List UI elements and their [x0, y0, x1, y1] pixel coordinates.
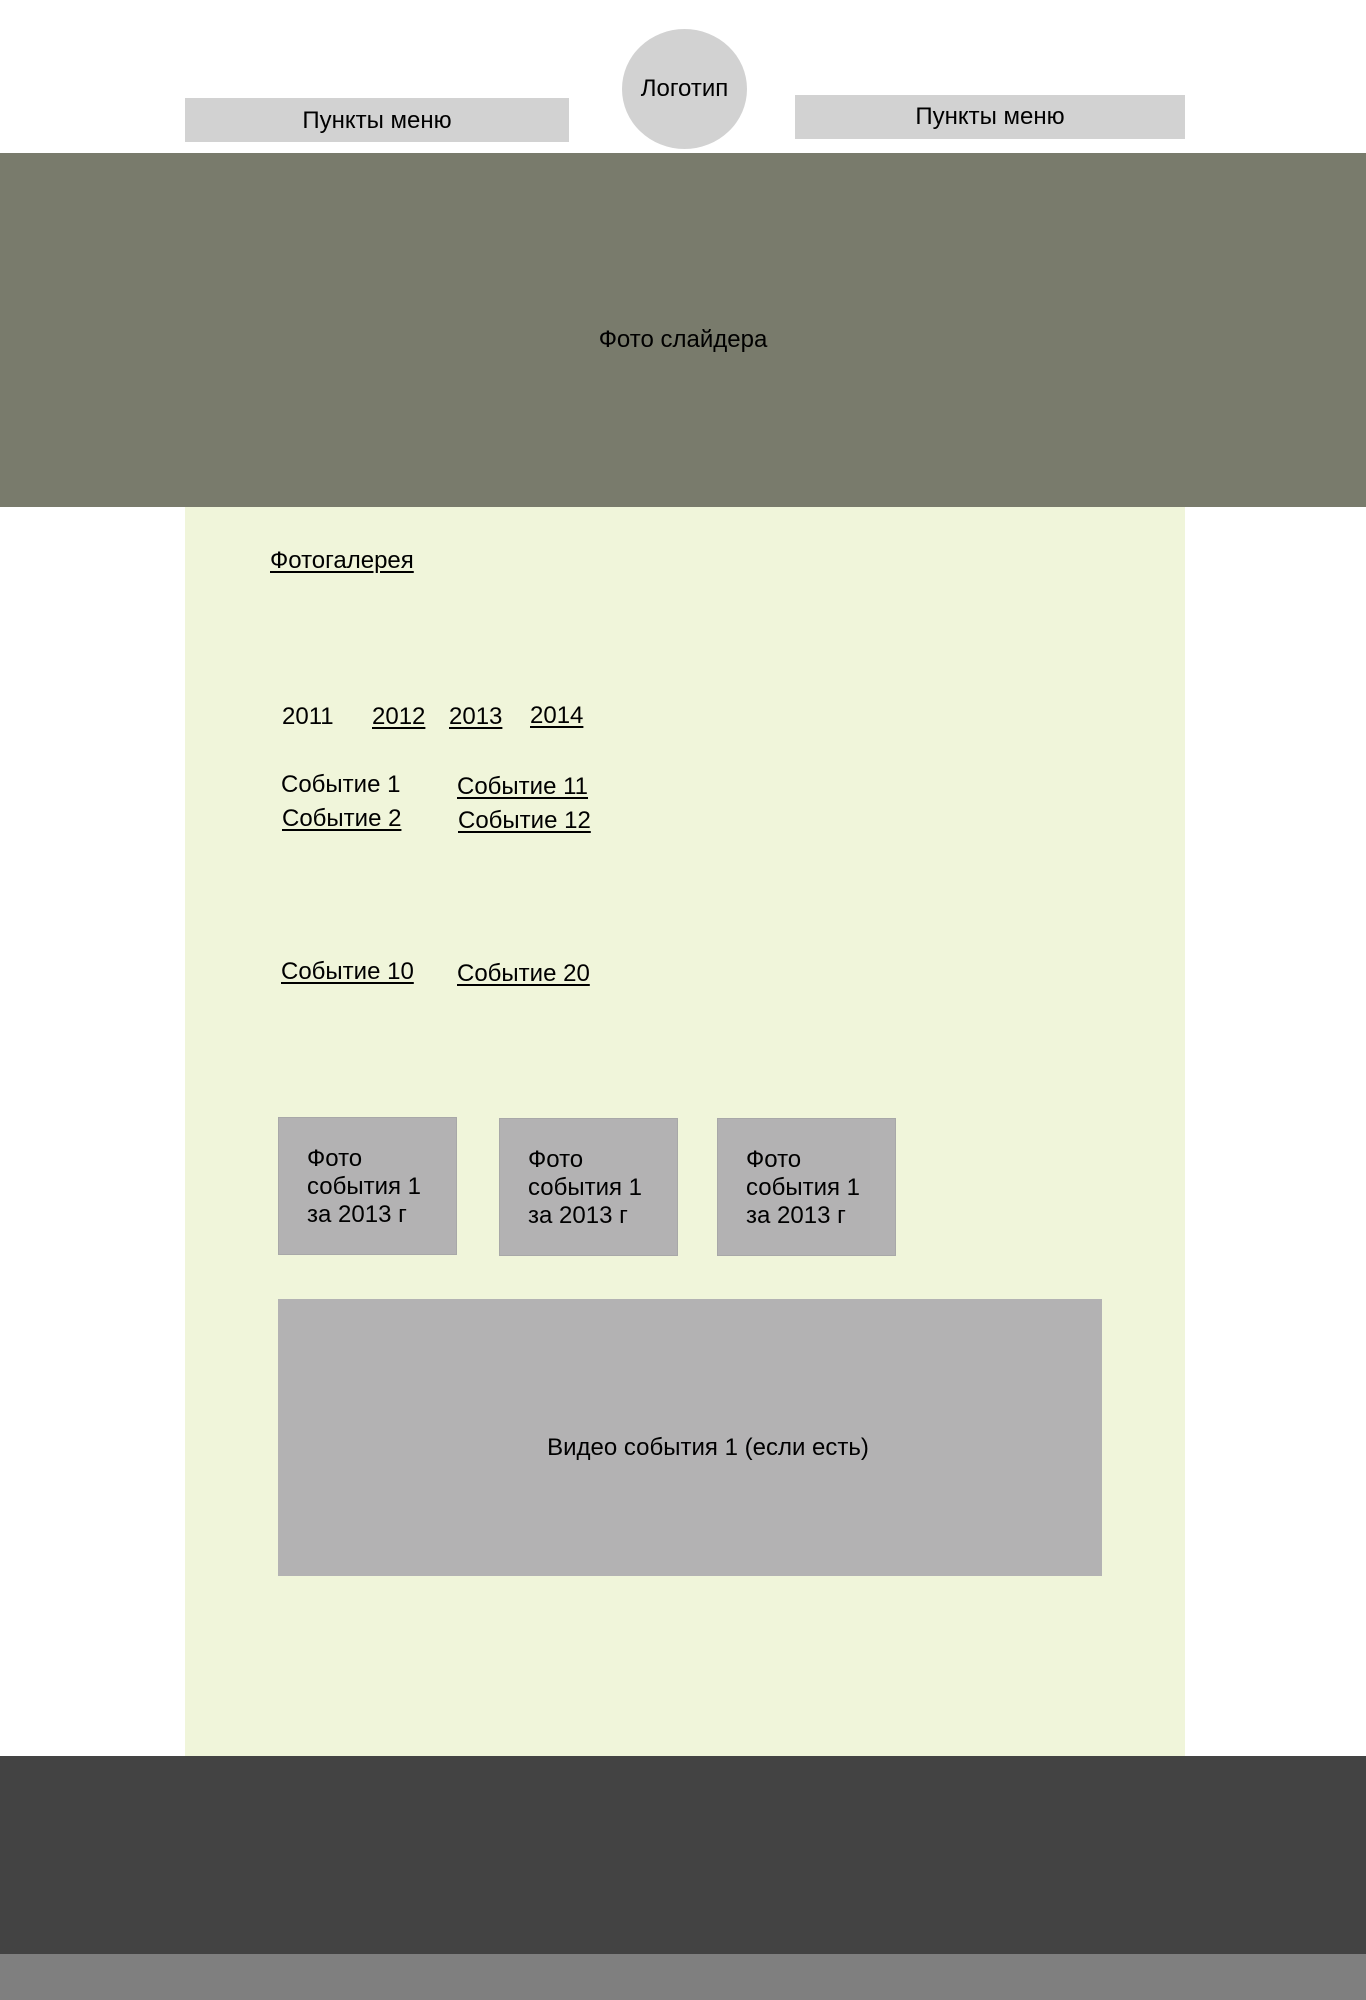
event-20-link[interactable]: Событие 20 [457, 960, 590, 987]
year-2013-link[interactable]: 2013 [449, 703, 503, 730]
event-photo-3-line1: Фото [746, 1146, 802, 1173]
event-11-link[interactable]: Событие 11 [457, 773, 589, 800]
event-photo-3-line2: события 1 [746, 1174, 861, 1201]
event-video[interactable] [278, 1299, 1102, 1576]
year-2014-link[interactable]: 2014 [530, 702, 584, 729]
event-photo-3-line3: за 2013 г [746, 1202, 846, 1229]
event-photo-1-line1: Фото [307, 1145, 363, 1172]
menu-items-right[interactable] [795, 95, 1185, 139]
event-12-link[interactable]: Событие 12 [458, 807, 591, 834]
event-photo-1[interactable] [278, 1117, 457, 1255]
event-10-link[interactable]: Событие 10 [281, 958, 414, 985]
logo-label: Логотип [640, 75, 729, 102]
footer-bottom-bar [0, 1954, 1366, 2000]
footer [0, 1756, 1366, 1954]
event-photo-1-line2: события 1 [307, 1173, 422, 1200]
event-photo-3[interactable] [717, 1118, 896, 1256]
menu-items-left-label: Пункты меню [302, 107, 452, 134]
event-photo-1-line3: за 2013 г [307, 1201, 407, 1228]
year-2011: 2011 [282, 703, 334, 730]
menu-items-right-label: Пункты меню [915, 103, 1065, 130]
event-photo-2-line2: события 1 [528, 1174, 643, 1201]
slider-caption: Фото слайдера [598, 326, 768, 353]
gallery-title-link[interactable]: Фотогалерея [270, 547, 414, 574]
year-2012-link[interactable]: 2012 [372, 703, 426, 730]
event-2-link[interactable]: Событие 2 [282, 805, 402, 832]
event-photo-2-line3: за 2013 г [528, 1202, 628, 1229]
event-1: Событие 1 [281, 771, 401, 798]
event-video-label: Видео события 1 (если есть) [547, 1433, 869, 1461]
event-photo-2[interactable] [499, 1118, 678, 1256]
menu-items-left[interactable] [185, 98, 569, 142]
hero-slider[interactable] [0, 153, 1366, 507]
logo[interactable] [622, 29, 747, 149]
event-photo-2-line1: Фото [528, 1146, 584, 1173]
